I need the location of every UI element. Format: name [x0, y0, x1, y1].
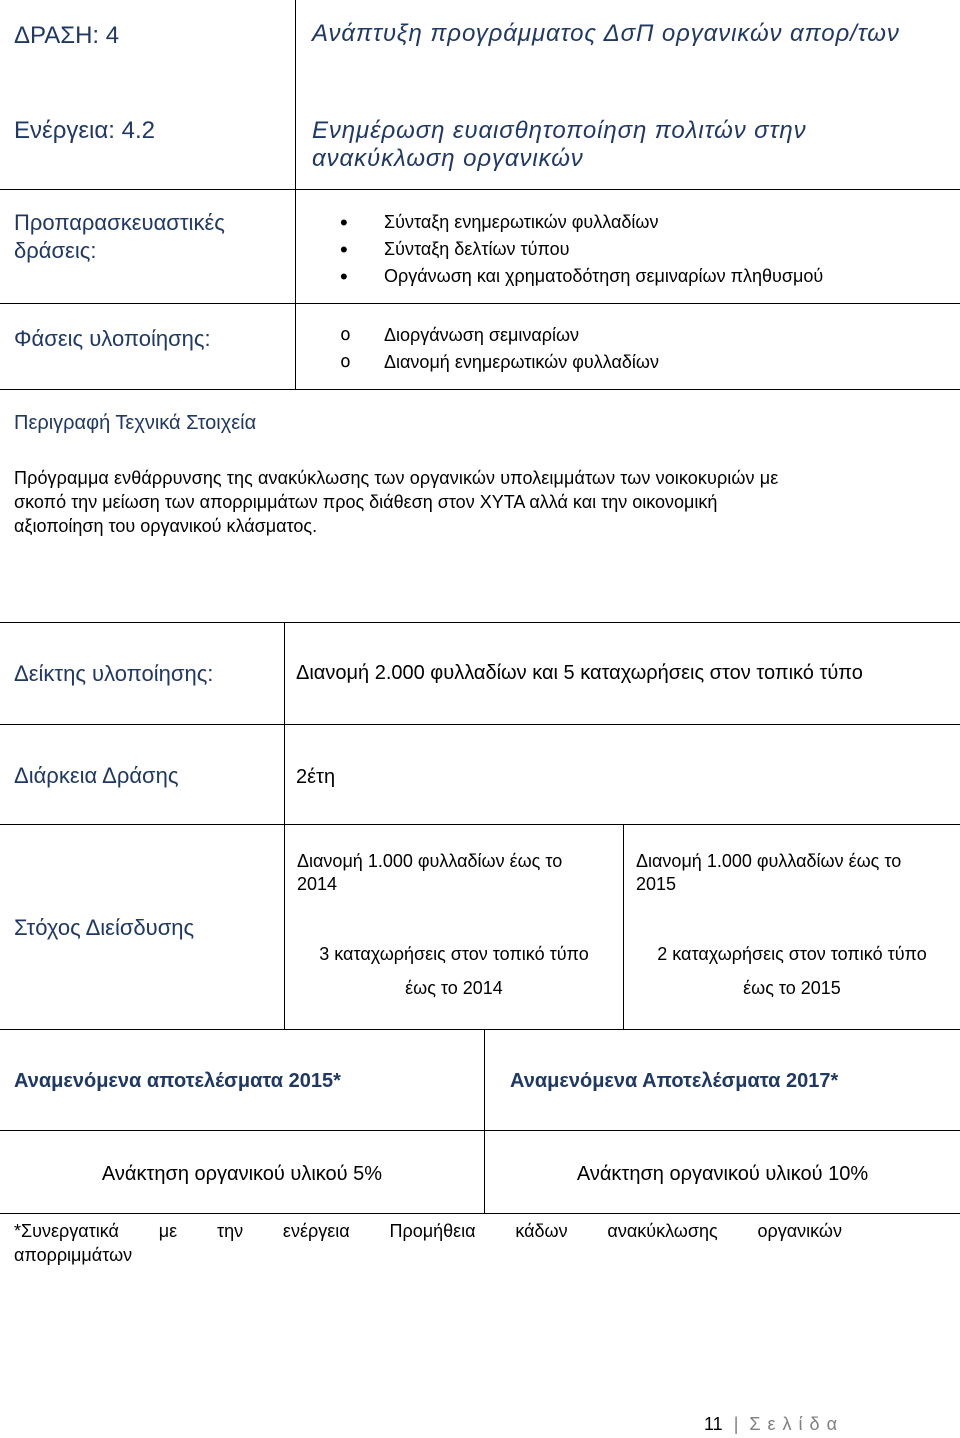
footnote-word: οργανικών: [757, 1221, 842, 1241]
results-2015-header: Αναμενόμενα αποτελέσματα 2015*: [14, 1070, 341, 1092]
list-item: o Διανομή ενημερωτικών φυλλαδίων: [338, 351, 948, 374]
preparatory-list: [338, 211, 948, 288]
target-2014-distribution: [297, 850, 562, 896]
phases-list: [338, 324, 948, 374]
target-2014-line: 3 καταχωρήσεις στον τοπικό τύπο: [319, 944, 589, 964]
description-line: Πρόγραμμα ενθάρρυνσης της ανακύκλωσης των οργανικών υπολειμμάτων των νοικοκυριών με: [14, 468, 779, 488]
duration-label: Διάρκεια Δράσης: [14, 763, 179, 788]
indicator-label: Δείκτης υλοποίησης:: [14, 661, 214, 686]
results-2017-value: Ανάκτηση οργανικού υλικού 10%: [576, 1163, 869, 1185]
description-line: αξιοποίηση του οργανικού κλάσματος.: [14, 516, 318, 536]
rule-left-column: [295, 0, 296, 389]
footnote: [14, 1220, 842, 1267]
target-2015-distribution: [636, 850, 901, 896]
description-text: [14, 467, 944, 538]
footnote-word: ενέργεια: [282, 1221, 350, 1241]
results-2015-value: Ανάκτηση οργανικού υλικού 5%: [101, 1163, 383, 1185]
indicator-value: Διανομή 2.000 φυλλαδίων και 5 καταχωρήσεις στον τοπικό τύπο: [296, 662, 863, 684]
energeia-title: Ενημέρωση ευαισθητοποίηση πολιτών στην ανακύκλωση οργανικών: [312, 117, 807, 172]
rule-duration-bottom: [0, 824, 960, 825]
page-label: Σ ε λ ί δ α: [749, 1414, 838, 1434]
target-2015-line: Διανομή 1.000 φυλλαδίων έως το: [636, 851, 902, 871]
target-2015-line: 2 καταχωρήσεις στον τοπικό τύπο: [657, 944, 927, 964]
footnote-word: Προμήθεια: [389, 1221, 476, 1241]
rule-results-bottom: [0, 1213, 960, 1214]
target-2015-year: 2015: [636, 874, 677, 894]
list-item: o Διοργάνωση σεμιναρίων: [338, 324, 948, 347]
target-2015-line: έως το 2015: [743, 978, 841, 998]
duration-value: 2έτη: [296, 766, 336, 788]
target-2014-year: 2014: [297, 874, 338, 894]
target-2015-press: [624, 943, 960, 1000]
list-item: • Οργάνωση και χρηματοδότηση σεμιναρίων πληθυσμού: [338, 265, 948, 288]
rule-description-bottom: [0, 622, 960, 623]
phases-label: Φάσεις υλοποίησης:: [14, 326, 211, 351]
target-2014-press: [285, 943, 623, 1000]
rule-header-bottom: [0, 189, 960, 190]
footnote-line: [14, 1220, 842, 1243]
rule-indicator-bottom: [0, 724, 960, 725]
target-label: Στόχος Διείσδυσης: [14, 915, 195, 940]
list-item: • Σύνταξη ενημερωτικών φυλλαδίων: [338, 211, 948, 234]
footnote-word: την: [216, 1221, 244, 1241]
target-2014-line: Διανομή 1.000 φυλλαδίων έως το: [297, 851, 563, 871]
description-line: σκοπό την μείωση των απορριμμάτων προς διάθεση στον ΧΥΤΑ αλλά και την οικονομική: [14, 492, 718, 512]
drasi-title: Ανάπτυξη προγράμματος ΔσΠ οργανικών απορ/των: [312, 20, 900, 47]
footnote-line: απορριμμάτων: [14, 1245, 133, 1265]
rule-phases-bottom: [0, 389, 960, 390]
energeia-label: Ενέργεια: 4.2: [14, 117, 155, 144]
rule-results-header-bottom: [0, 1130, 960, 1131]
page-number: 11: [704, 1414, 723, 1434]
drasi-label: ΔΡΑΣΗ: 4: [14, 22, 120, 49]
rule-preparatory-bottom: [0, 303, 960, 304]
description-heading: Περιγραφή Τεχνικά Στοιχεία: [14, 412, 257, 434]
page-separator: |: [733, 1414, 739, 1434]
results-2017-header: Αναμενόμενα Αποτελέσματα 2017*: [510, 1070, 839, 1092]
footnote-word: *Συνεργατικά: [14, 1221, 119, 1241]
page-footer: [704, 1412, 838, 1436]
rule-target-bottom: [0, 1029, 960, 1030]
footnote-word: κάδων: [515, 1221, 568, 1241]
target-2014-line: έως το 2014: [405, 978, 503, 998]
footnote-word: ανακύκλωσης: [607, 1221, 718, 1241]
preparatory-label: Προπαρασκευαστικές δράσεις:: [14, 210, 225, 263]
list-item: • Σύνταξη δελτίων τύπου: [338, 238, 948, 261]
footnote-word: με: [158, 1221, 178, 1241]
